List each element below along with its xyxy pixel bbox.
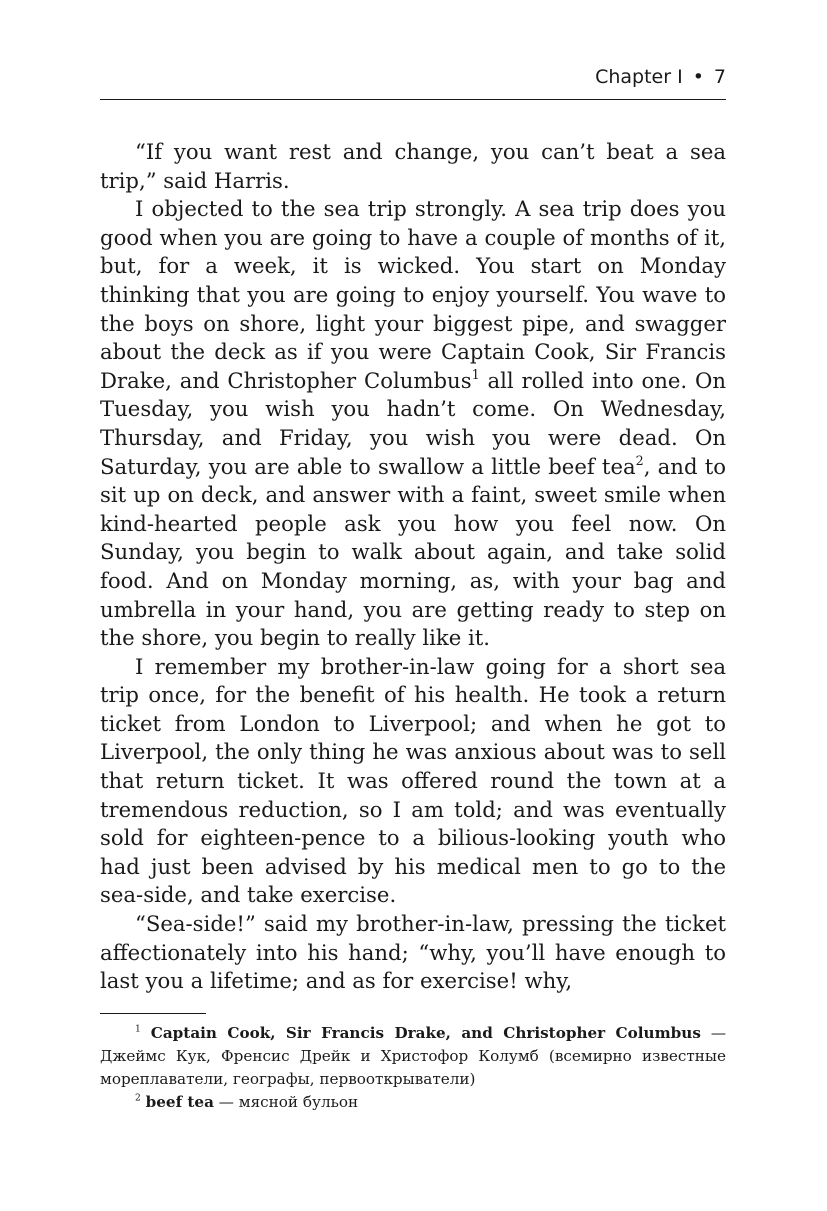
text-run: all rolled into one. On Tuesday, you wish you hadn’t come. On Wednesday, Thursday, and Friday, you wish you were dead. On Saturday, you are able to swallow a little beef tea [100, 367, 726, 479]
paragraph [100, 910, 726, 996]
text-run: I objected to the sea trip strongly. A sea trip does you good when you are going to have a couple of months of it, but, for a week, it is wicked. You start on Monday thinking that you are going to enjoy yourself. You wave to the boys on shore, light your biggest pipe, and swagger about the deck as if you were Captain Cook, Sir Francis Drake, and Christopher Columbus [100, 196, 726, 393]
header-rule [100, 99, 726, 100]
footnote-separator [100, 1013, 206, 1014]
paragraph [100, 195, 726, 653]
footnote-marker: 2 [135, 1093, 141, 1104]
body-text [100, 138, 726, 996]
footnote-marker: 1 [135, 1024, 141, 1035]
footnote-1 [100, 1022, 726, 1091]
text-run: I remember my brother-in-law going for a short sea trip once, for the benefit of his health. He took a return ticket from London to Liverpool; and when he got to Liverpool, the only thing he was anxious about was to sell that return ticket. It was offered round the town at a tremendous reduction, so I am told; and was eventually sold for eighteen-pence to a bilious-looking youth who had just been advised by his medical men to go to the sea-side, and take exercise. [100, 653, 726, 908]
footnote-term: beef tea [145, 1093, 214, 1111]
footnote-ref-1[interactable]: 1 [471, 366, 480, 382]
chapter-title: Chapter I [595, 66, 683, 88]
text-run: “Sea-side!” said my brother-in-law, pressing the ticket affectionately into his hand; “why, you’ll have enough to last you a lifetime; and as for exercise! why, [100, 911, 726, 994]
page-number: 7 [713, 66, 726, 88]
footnote-2 [100, 1091, 726, 1114]
running-header [100, 66, 726, 94]
footnote-gloss: — Джеймс Кук, Френсис Дрейк и Христофор Колумб (всемирно известные мореплаватели, географы, первооткрыватели) [100, 1024, 727, 1088]
footnote-gloss: — мясной бульон [213, 1093, 359, 1111]
text-run: “If you want rest and change, you can’t beat a sea trip,” said Harris. [100, 139, 726, 193]
footnotes [100, 1022, 726, 1114]
paragraph [100, 653, 726, 910]
paragraph [100, 138, 726, 195]
footnote-term: Captain Cook, Sir Francis Drake, and Christopher Columbus [150, 1024, 701, 1042]
header-separator: • [692, 66, 704, 88]
footnote-ref-2[interactable]: 2 [635, 452, 644, 468]
text-run: , and to sit up on deck, and answer with a faint, sweet smile when kind-hearted people ask you how you feel now. On Sunday, you begin to walk about again, and take solid food. And on Monday morning, as, with your bag and umbrella in your hand, you are getting ready to step on the shore, you begin to really like it. [100, 453, 726, 651]
